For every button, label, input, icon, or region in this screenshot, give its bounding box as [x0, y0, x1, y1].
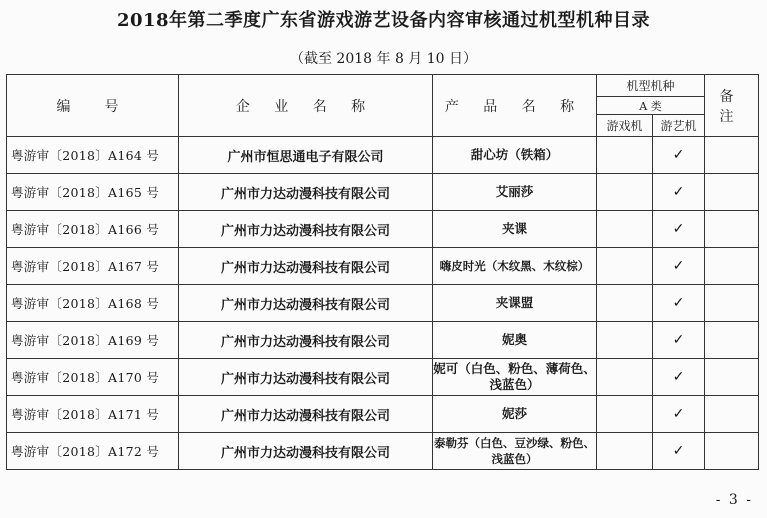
table-row: [7, 359, 759, 396]
document-subtitle: （截至 2018 年 8 月 10 日）: [289, 51, 478, 67]
row-code: 粤游审〔2018〕A169 号: [7, 322, 179, 359]
table-row: [7, 174, 759, 211]
row-company: 广州市力达动漫科技有限公司: [179, 174, 433, 211]
row-company: 广州市力达动漫科技有限公司: [179, 359, 433, 396]
row-remarks: [705, 285, 759, 322]
check-mark-icon: ✓: [653, 248, 705, 285]
check-mark-icon: ✓: [653, 137, 705, 174]
row-game-machine: [597, 211, 653, 248]
header-code: 编 号: [7, 75, 179, 137]
row-code: 粤游审〔2018〕A164 号: [7, 137, 179, 174]
header-type-group: 机型机种: [597, 75, 705, 97]
row-code: 粤游审〔2018〕A171 号: [7, 396, 179, 433]
check-mark-icon: ✓: [653, 211, 705, 248]
check-mark-icon: ✓: [653, 359, 705, 396]
row-game-machine: [597, 359, 653, 396]
row-game-machine: [597, 433, 653, 470]
check-mark-icon: ✓: [653, 285, 705, 322]
row-game-machine: [597, 174, 653, 211]
row-remarks: [705, 433, 759, 470]
header-company: 企 业 名 称: [179, 75, 433, 137]
row-company: 广州市力达动漫科技有限公司: [179, 322, 433, 359]
row-product: 甜心坊（铁箱）: [433, 137, 597, 174]
row-product: 夹课盟: [433, 285, 597, 322]
check-mark-icon: ✓: [653, 433, 705, 470]
document-title: 2018年第二季度广东省游戏游艺设备内容审核通过机型机种目录: [116, 10, 651, 31]
row-product: 艾丽莎: [433, 174, 597, 211]
row-remarks: [705, 359, 759, 396]
row-company: 广州市力达动漫科技有限公司: [179, 396, 433, 433]
header-remarks: 备 注: [705, 75, 759, 137]
check-mark-icon: ✓: [653, 174, 705, 211]
row-product: 妮莎: [433, 396, 597, 433]
row-product: 妮奥: [433, 322, 597, 359]
header-category: A 类: [597, 97, 705, 115]
row-code: 粤游审〔2018〕A167 号: [7, 248, 179, 285]
row-remarks: [705, 174, 759, 211]
row-remarks: [705, 248, 759, 285]
table-row: [7, 322, 759, 359]
row-company: 广州市力达动漫科技有限公司: [179, 248, 433, 285]
table-row: [7, 285, 759, 322]
row-company: 广州市力达动漫科技有限公司: [179, 433, 433, 470]
row-code: 粤游审〔2018〕A165 号: [7, 174, 179, 211]
table-row: [7, 433, 759, 470]
row-company: 广州市力达动漫科技有限公司: [179, 285, 433, 322]
row-remarks: [705, 137, 759, 174]
header-game-machine: 游戏机: [597, 115, 653, 137]
row-product: 妮可（白色、粉色、薄荷色、浅蓝色）: [433, 359, 597, 396]
row-product: 夹课: [433, 211, 597, 248]
row-code: 粤游审〔2018〕A170 号: [7, 359, 179, 396]
row-code: 粤游审〔2018〕A172 号: [7, 433, 179, 470]
table-row: [7, 137, 759, 174]
row-code: 粤游审〔2018〕A166 号: [7, 211, 179, 248]
row-product: 泰勒芬（白色、豆沙绿、粉色、浅蓝色）: [433, 433, 597, 470]
page-number: - 3 -: [715, 492, 753, 508]
row-game-machine: [597, 137, 653, 174]
table-row: [7, 211, 759, 248]
row-company: 广州市恒思通电子有限公司: [179, 137, 433, 174]
row-company: 广州市力达动漫科技有限公司: [179, 211, 433, 248]
row-game-machine: [597, 285, 653, 322]
check-mark-icon: ✓: [653, 322, 705, 359]
approval-table: [6, 74, 759, 470]
row-remarks: [705, 396, 759, 433]
row-game-machine: [597, 396, 653, 433]
table-row: [7, 248, 759, 285]
header-product: 产 品 名 称: [433, 75, 597, 137]
row-remarks: [705, 322, 759, 359]
row-code: 粤游审〔2018〕A168 号: [7, 285, 179, 322]
header-amusement-machine: 游艺机: [653, 115, 705, 137]
row-game-machine: [597, 322, 653, 359]
check-mark-icon: ✓: [653, 396, 705, 433]
row-remarks: [705, 211, 759, 248]
row-product: 嗨皮时光（木纹黑、木纹棕）: [433, 248, 597, 285]
row-game-machine: [597, 248, 653, 285]
table-row: [7, 396, 759, 433]
